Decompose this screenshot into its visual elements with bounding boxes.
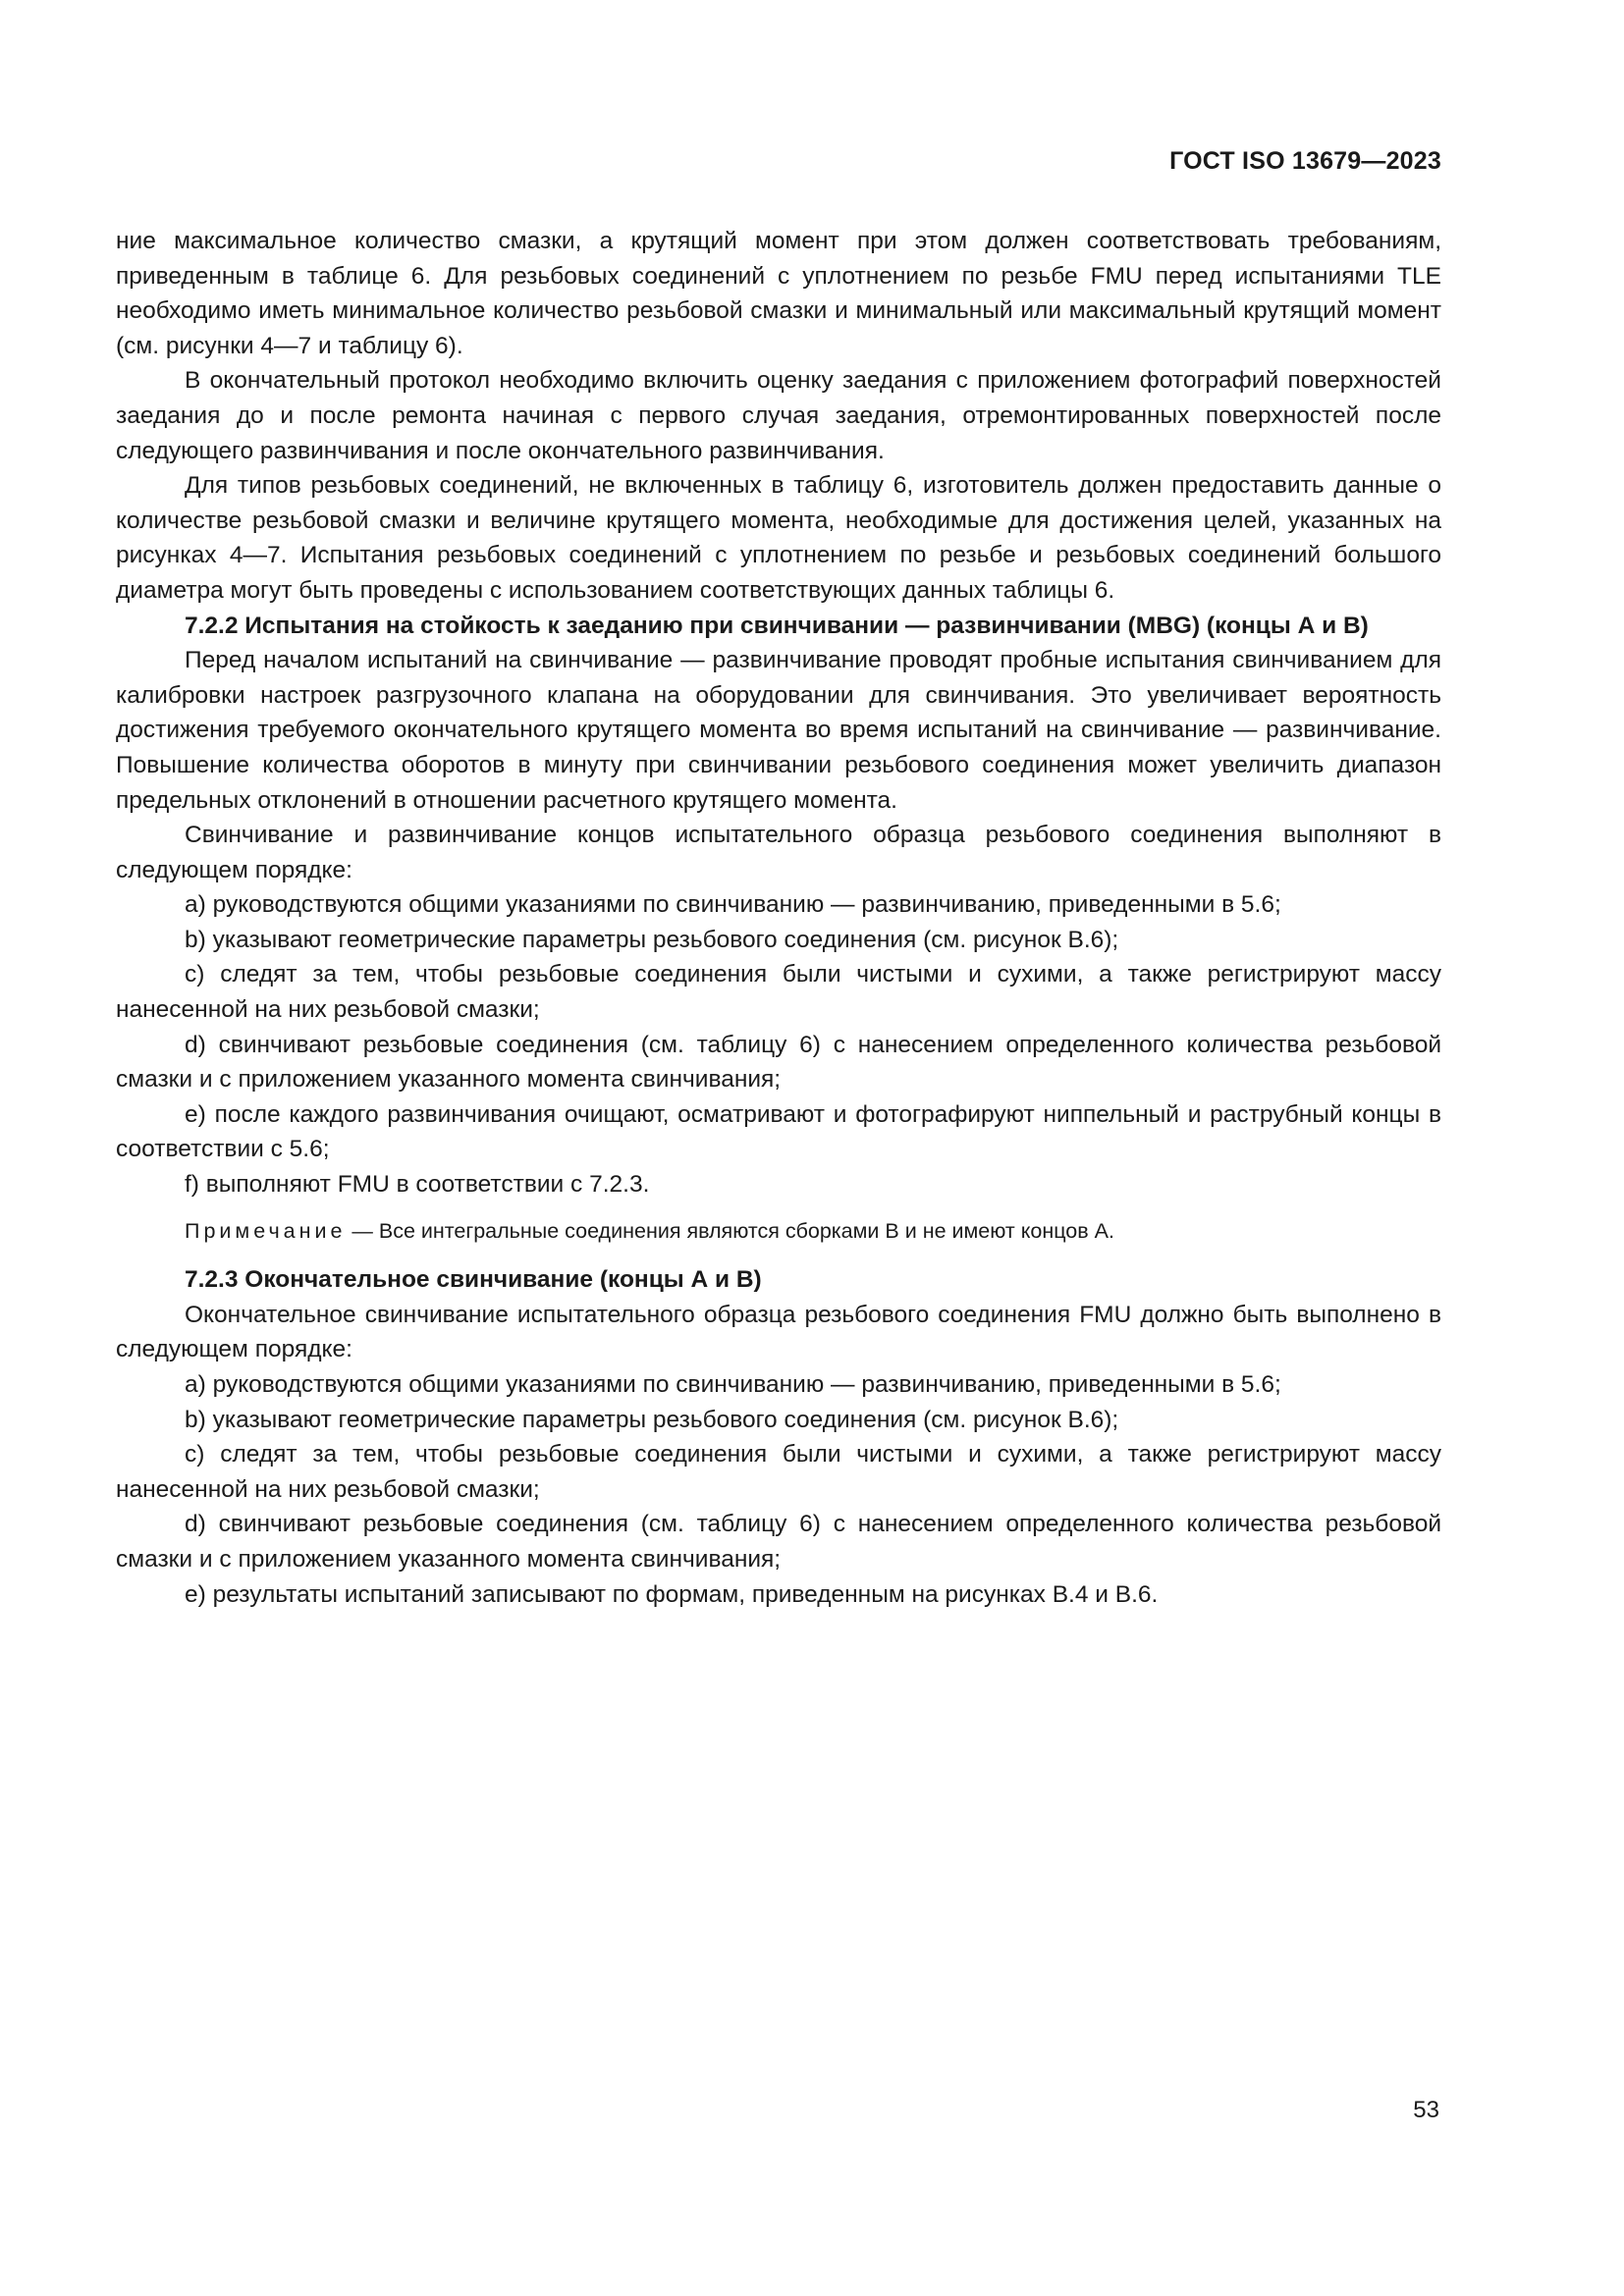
document-header: ГОСТ ISO 13679—2023 (1169, 147, 1441, 175)
paragraph-continuation: ние максимальное количество смазки, а крутящий момент при этом должен соответствовать требованиям, приведенным в таблице 6. Для резьбовых соединений с уплотнением по резьбе FMU перед испытаниями TLE необходимо иметь минимальное количество резьбовой смазки и минимальный или максимальный крутящий момент (см. рисунки 4—7 и таблицу 6). (116, 228, 1441, 359)
list-item-7-2-3-b: b) указывают геометрические параметры резьбового соединения (см. рисунок В.6); (185, 1406, 1119, 1433)
list-item-7-2-3-a: a) руководствуются общими указаниями по свинчиванию — развинчиванию, приведенными в 5.6; (185, 1371, 1281, 1398)
paragraph-other-types: Для типов резьбовых соединений, не включенных в таблицу 6, изготовитель должен предоставить данные о количестве резьбовой смазки и величине крутящего момента, необходимые для достижения целей, указанных на рисунках 4—7. Испытания резьбовых соединений с уплотнением по резьбе и резьбовых соединений большого диаметра могут быть проведены с использованием соответствующих данных таблицы 6. (116, 472, 1441, 604)
section-heading-7-2-3: 7.2.3 Окончательное свинчивание (концы А и В) (185, 1266, 762, 1294)
paragraph-7-2-2-order: Свинчивание и развинчивание концов испытательного образца резьбового соединения выполняют в следующем порядке: (116, 822, 1441, 883)
list-item-7-2-3-e: e) результаты испытаний записывают по формам, приведенным на рисунках В.4 и В.6. (185, 1580, 1159, 1608)
paragraph-7-2-2-intro: Перед началом испытаний на свинчивание — развинчивание проводят пробные испытания свинчиванием для калибровки настроек разгрузочного клапана на оборудовании для свинчивания. Это увеличивает вероятность достижения требуемого окончательного крутящего момента во время испытаний на свинчивание — развинчивание. Повышение количества оборотов в минуту при свинчивании резьбового соединения может увеличить диапазон предельных отклонений в отношении расчетного крутящего момента. (116, 647, 1441, 814)
note-label: Примечание (185, 1218, 347, 1243)
list-item-7-2-3-d: d) свинчивают резьбовые соединения (см. таблицу 6) с нанесением определенного количества резьбовой смазки и с приложением указанного момента свинчивания; (116, 1511, 1441, 1573)
note (116, 1214, 1441, 1250)
page-number: 53 (1413, 2097, 1439, 2123)
list-item-7-2-2-b: b) указывают геометрические параметры резьбового соединения (см. рисунок В.6); (185, 926, 1119, 953)
list-item-7-2-2-e: e) после каждого развинчивания очищают, осматривают и фотографируют ниппельный и раструбный концы в соответствии с 5.6; (116, 1100, 1441, 1163)
list-item-7-2-2-f: f) выполняют FMU в соответствии с 7.2.3. (185, 1171, 650, 1199)
list-item-7-2-2-a: a) руководствуются общими указаниями по свинчиванию — развинчиванию, приведенными в 5.6; (185, 891, 1281, 919)
list-item-7-2-3-c: c) следят за тем, чтобы резьбовые соединения были чистыми и сухими, а также регистрируют массу нанесенной на них резьбовой смазки; (116, 1441, 1441, 1503)
paragraph-7-2-3-intro: Окончательное свинчивание испытательного образца резьбового соединения FMU должно быть выполнено в следующем порядке: (116, 1301, 1441, 1363)
list-item-7-2-2-d: d) свинчивают резьбовые соединения (см. таблицу 6) с нанесением определенного количества резьбовой смазки и с приложением указанного момента свинчивания; (116, 1031, 1441, 1094)
note-text: — Все интегральные соединения являются сборками В и не имеют концов А. (346, 1218, 1114, 1243)
document-body (116, 224, 1441, 1612)
list-item-7-2-2-c: c) следят за тем, чтобы резьбовые соединения были чистыми и сухими, а также регистрируют массу нанесенной на них резьбовой смазки; (116, 961, 1441, 1024)
paragraph-report: В окончательный протокол необходимо включить оценку заедания с приложением фотографий поверхностей заедания до и после ремонта начиная с первого случая заедания, отремонтированных поверхностей после следующего развинчивания и после окончательного развинчивания. (116, 367, 1441, 464)
section-heading-7-2-2: 7.2.2 Испытания на стойкость к заеданию при свинчивании — развинчивании (MBG) (концы А и В) (185, 612, 1369, 639)
